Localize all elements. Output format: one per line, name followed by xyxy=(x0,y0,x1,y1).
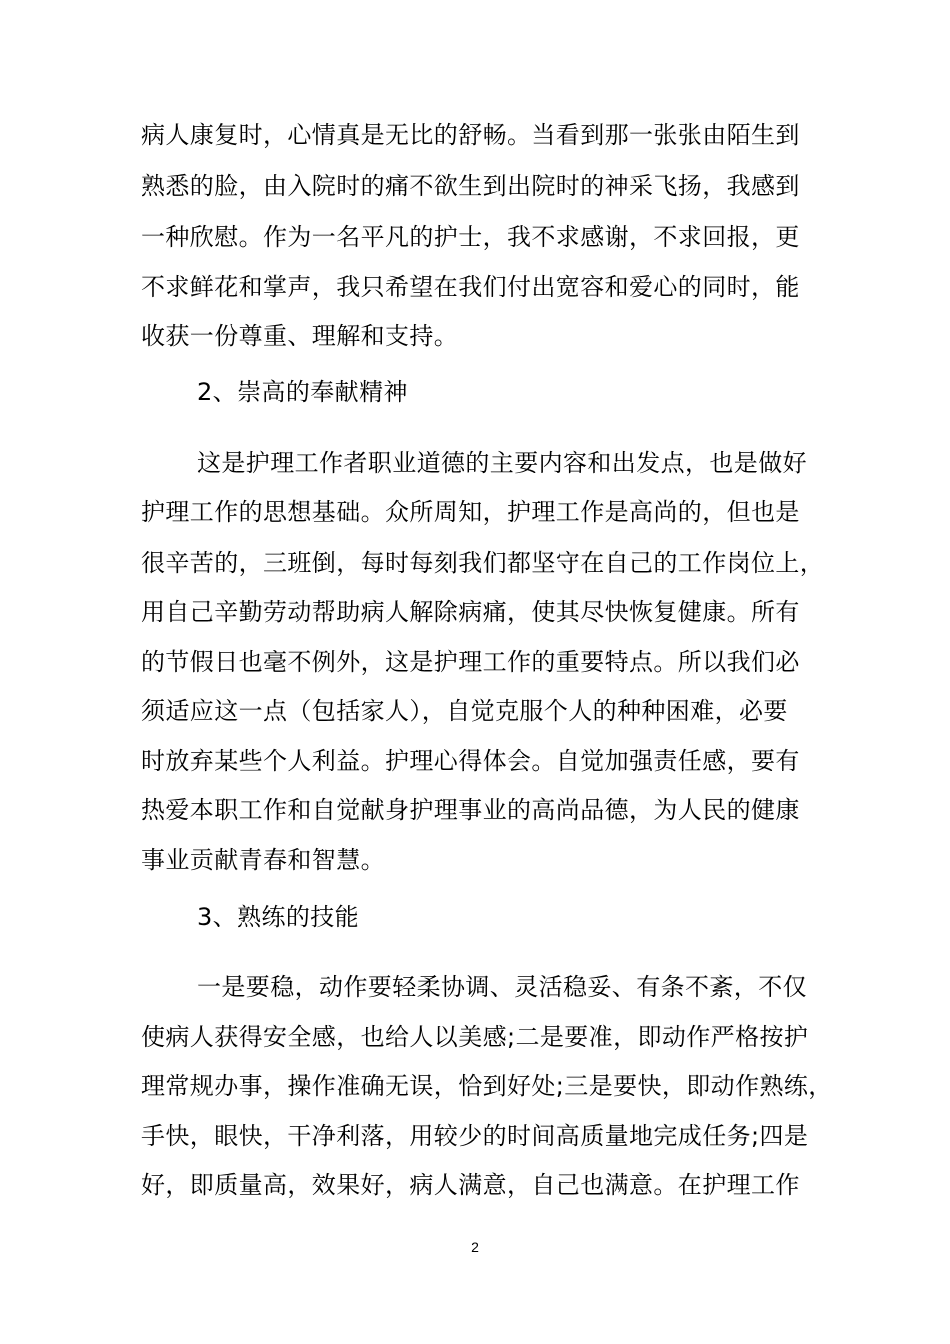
page-number: 2 xyxy=(471,1239,479,1255)
paragraph-line: 热爱本职工作和自觉献身护理事业的高尚品德，为人民的健康 xyxy=(141,796,800,824)
paragraph-line: 不求鲜花和掌声，我只希望在我们付出宽容和爱心的同时，能 xyxy=(141,273,800,301)
paragraph-line: 护理工作的思想基础。众所周知，护理工作是高尚的，但也是 xyxy=(141,498,800,526)
paragraph-line: 病人康复时，心情真是无比的舒畅。当看到那一张张由陌生到 xyxy=(141,121,800,149)
paragraph-line: 事业贡献青春和智慧。 xyxy=(141,846,385,874)
paragraph-line: 收获一份尊重、理解和支持。 xyxy=(141,322,459,350)
paragraph-line: 一种欣慰。作为一名平凡的护士，我不求感谢，不求回报，更 xyxy=(141,223,800,251)
paragraph-line: 手快，眼快，干净利落，用较少的时间高质量地完成任务;四是 xyxy=(141,1122,809,1150)
section-heading: 2、崇高的奉献精神 xyxy=(197,378,408,406)
paragraph-line: 理常规办事，操作准确无误，恰到好处;三是要快，即动作熟练， xyxy=(141,1072,833,1100)
paragraph-line: 时放弃某些个人利益。护理心得体会。自觉加强责任感，要有 xyxy=(141,747,800,775)
paragraph-line: 须适应这一点（包括家人），自觉克服个人的种种困难，必要 xyxy=(141,697,788,725)
section-heading: 3、熟练的技能 xyxy=(197,903,360,931)
paragraph-line: 好，即质量高，效果好，病人满意，自己也满意。在护理工作 xyxy=(141,1171,800,1199)
paragraph-line: 一是要稳，动作要轻柔协调、灵活稳妥、有条不紊，不仅 xyxy=(197,973,807,1001)
paragraph-line: 用自己辛勤劳动帮助病人解除病痛，使其尽快恢复健康。所有 xyxy=(141,598,800,626)
paragraph-line: 这是护理工作者职业道德的主要内容和出发点，也是做好 xyxy=(197,449,807,477)
paragraph-line: 熟悉的脸，由入院时的痛不欲生到出院时的神采飞扬，我感到 xyxy=(141,172,800,200)
paragraph-line: 很辛苦的，三班倒，每时每刻我们都坚守在自己的工作岗位上， xyxy=(141,549,825,577)
paragraph-line: 使病人获得安全感，也给人以美感;二是要准，即动作严格按护 xyxy=(141,1023,809,1051)
paragraph-line: 的节假日也毫不例外，这是护理工作的重要特点。所以我们必 xyxy=(141,648,800,676)
